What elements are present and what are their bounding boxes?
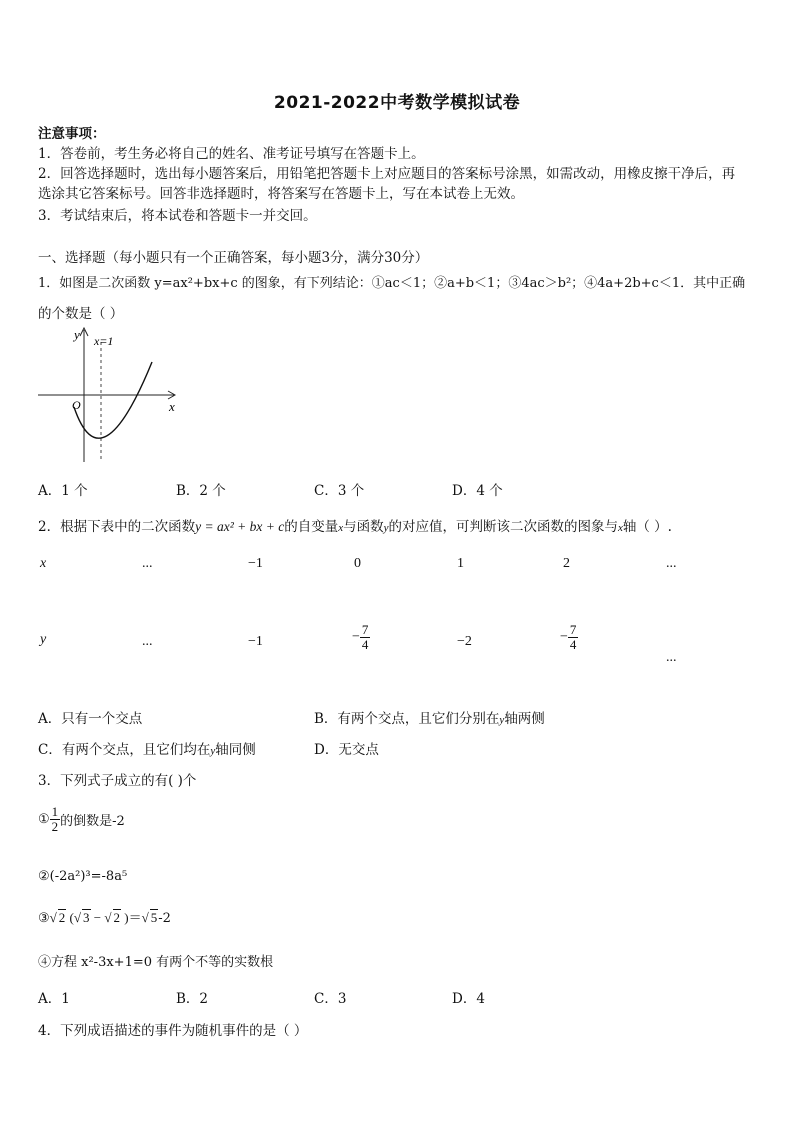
option-a: A．1 (38, 991, 70, 1007)
stem-part: 2．根据下表中的二次函数 (38, 519, 196, 535)
item-mark: ① (38, 812, 50, 827)
graph-origin-label: O (72, 398, 81, 412)
option-d: D．4 个 (452, 483, 503, 499)
option-a: A．1 个 (38, 483, 88, 499)
notice-heading: 注意事项： (38, 126, 106, 142)
table-cell-fraction (560, 623, 578, 652)
option-var: y (499, 714, 505, 726)
page-title: 2021-2022中考数学模拟试卷 (273, 93, 521, 113)
option-c: C．3 个 (314, 483, 365, 499)
radicand: 3 (83, 910, 90, 925)
stem-var: y (383, 522, 389, 534)
question-4-stem: 4．下列成语描述的事件为随机事件的是（ ） (38, 1023, 308, 1039)
radical-sign: √ (49, 910, 57, 925)
option-text: 轴同侧 (215, 742, 256, 758)
table-cell: ... (142, 556, 153, 571)
option-d: D．无交点 (314, 742, 379, 758)
table-cell: ... (666, 556, 677, 571)
notice-item: 3．考试结束后，将本试卷和答题卡一并交回。 (38, 208, 317, 224)
question-1-stem: 1．如图是二次函数 y=ax²+bx+c 的图象，有下列结论：①ac＜1；②a+b＜1；③4ac＞b²；④4a+2b+c＜1．其中正确 (38, 276, 746, 291)
radical-sign: √ (73, 910, 82, 925)
fraction-denominator: 2 (51, 819, 59, 834)
item-text: 的倒数是-2 (60, 814, 125, 829)
graph-y-label: y (74, 327, 80, 342)
radical-sign: √ (141, 910, 149, 925)
radicand: 2 (58, 910, 66, 925)
section-heading: 一、选择题（每小题只有一个正确答案，每小题3分，满分30分） (38, 250, 429, 266)
table-cell: ... (142, 634, 153, 649)
table-cell: 1 (457, 556, 464, 571)
fraction-numerator: 7 (361, 622, 369, 637)
fraction-sign: − (560, 629, 568, 645)
option-text: C．有两个交点，且它们均在 (38, 742, 211, 758)
item-mark: ③ (38, 911, 50, 926)
notice-item: 选涂其它答案标号。回答非选择题时，将答案写在答题卡上，写在本试卷上无效。 (38, 186, 524, 202)
radicand: 5 (150, 910, 158, 925)
operator: − (90, 910, 105, 925)
table-row-label-x: x (40, 556, 47, 571)
fraction-sign: − (352, 629, 360, 645)
stem-part: 与函数 (343, 519, 384, 535)
table-cell: 0 (354, 556, 361, 571)
option-text: 轴两侧 (504, 711, 545, 727)
parabola-curve (74, 362, 152, 438)
option-b: B．2 (176, 991, 209, 1007)
option-a: A．只有一个交点 (38, 711, 143, 727)
question-3-item-2: ②(-2a²)³=-8a⁵ (38, 869, 128, 884)
graph-x-label: x (169, 399, 175, 414)
fraction-numerator: 1 (51, 804, 59, 819)
table-cell-fraction (352, 623, 370, 652)
question-3-item-3 (38, 907, 171, 926)
stem-part: 的对应值，可判断该二次函数的图象与 (388, 519, 618, 535)
fraction-denominator: 4 (361, 637, 369, 652)
option-text: B．有两个交点，且它们分别在 (314, 711, 500, 727)
paren: ( (66, 910, 74, 925)
radical-sign: √ (104, 910, 112, 925)
stem-var: x (617, 522, 623, 534)
paren: )＝ (121, 910, 142, 925)
fraction-denominator: 4 (569, 637, 577, 652)
question-3-item-1 (38, 805, 125, 834)
stem-part: 轴（ ）. (622, 519, 672, 535)
stem-part: 的自变量 (284, 519, 339, 535)
table-cell: −1 (248, 556, 263, 571)
item-tail: -2 (158, 911, 171, 926)
table-cell: −2 (457, 634, 472, 649)
option-b: B．2 个 (176, 483, 226, 499)
question-2-stem (38, 515, 672, 535)
graph-line-label: x=1 (94, 334, 114, 348)
table-row-label-y: y (40, 632, 47, 647)
stem-var: x (338, 522, 344, 534)
stem-formula: y = ax² + bx + c (195, 519, 285, 534)
table-cell: 2 (563, 556, 570, 571)
notice-item: 1．答卷前，考生务必将自己的姓名、准考证号填写在答题卡上。 (38, 146, 425, 162)
fraction-numerator: 7 (569, 622, 577, 637)
option-b (314, 707, 545, 727)
question-3-item-4: ④方程 x²-3x+1=0 有两个不等的实数根 (38, 955, 274, 970)
option-c (38, 738, 256, 758)
notice-item: 2．回答选择题时，选出每小题答案后，用铅笔把答题卡上对应题目的答案标号涂黑，如需改动，用橡皮擦干净后，再 (38, 166, 736, 182)
option-var: y (210, 745, 216, 757)
table-cell: ... (666, 650, 677, 665)
question-3-stem: 3．下列式子成立的有( )个 (38, 773, 197, 789)
question-1-stem-2: 的个数是（ ） (38, 306, 124, 322)
table-cell: −1 (248, 634, 263, 649)
option-c: C．3 (314, 991, 347, 1007)
option-d: D．4 (452, 991, 485, 1007)
radicand: 2 (113, 910, 121, 925)
parabola-graph (34, 322, 184, 468)
